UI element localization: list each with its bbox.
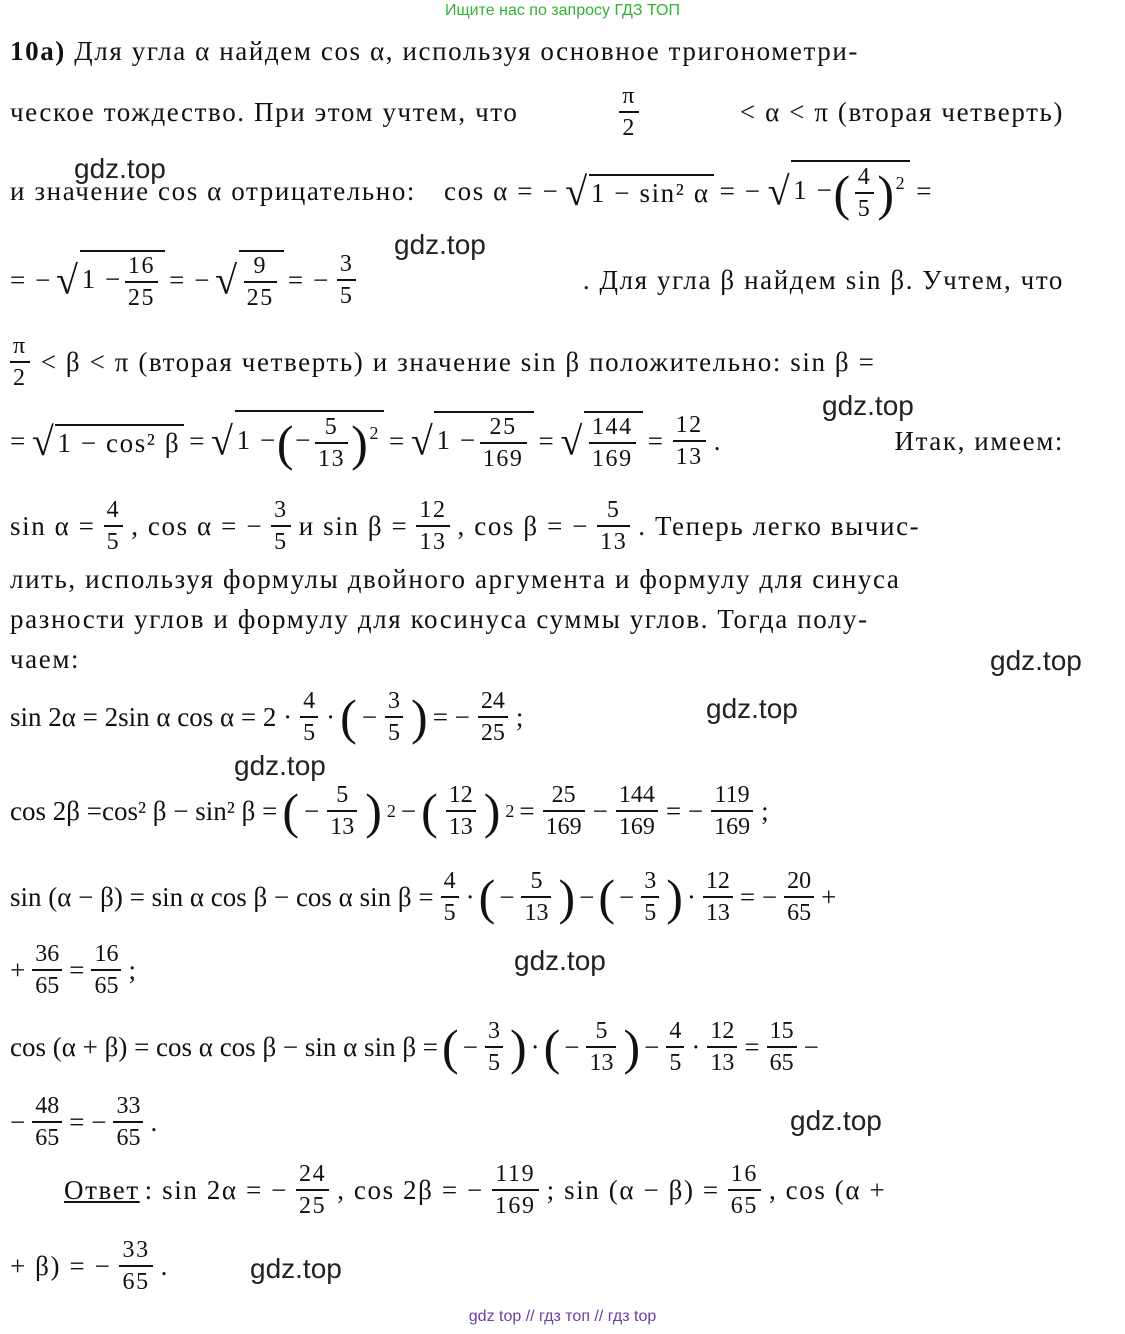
fraction: $\frac{15}{65}$ bbox=[767, 1019, 797, 1075]
fraction: $\frac{16}{65}$ bbox=[728, 1162, 761, 1218]
text-line bbox=[10, 644, 80, 675]
text-segment: − bbox=[644, 1031, 660, 1062]
text-segment: sin α = bbox=[10, 510, 96, 541]
text-segment: и sin β = bbox=[298, 510, 409, 541]
text-line bbox=[10, 564, 901, 595]
text-segment: , cos 2β = − bbox=[337, 1174, 484, 1205]
equation-cos-sum-cont bbox=[10, 1094, 157, 1150]
fraction: $\frac{12}{13}$ bbox=[416, 498, 449, 554]
watermark: gdz.top bbox=[790, 1105, 882, 1136]
fraction: $\frac{5}{13}$ bbox=[521, 869, 551, 925]
fraction: $\frac{24}{25}$ bbox=[478, 689, 508, 745]
sqrt: √ $\frac{9}{25}$ bbox=[215, 250, 284, 310]
answer-line bbox=[10, 1162, 1064, 1218]
footer-links[interactable]: gdz top // гдз топ // гдз top bbox=[468, 1308, 657, 1325]
text-segment: . Для угла β найдем sin β. Учтем, что bbox=[582, 264, 1064, 295]
text-segment: − bbox=[579, 881, 595, 912]
text-segment: . bbox=[160, 1250, 170, 1281]
equation-sin-diff: sin (α − β) = sin α cos β − cos α sin β = $\frac{4}{5}$ · ( − $\frac{5}{13}$ ) − ( − $\frac{3}{5}$ ) · $\frac{12}{13}$ = − $\frac{20}{65}$ + bbox=[10, 868, 837, 926]
text-segment: . bbox=[713, 425, 723, 456]
text-segment: = bbox=[519, 795, 535, 826]
fraction: $\frac{12}{13}$ bbox=[673, 413, 706, 469]
text-segment: < β < π (вторая четверть) и значение sin β положительно: sin β = bbox=[40, 346, 876, 377]
fraction: $\frac{33}{65}$ bbox=[113, 1094, 143, 1150]
text-segment: : sin 2α = − bbox=[144, 1174, 288, 1205]
text-segment: − bbox=[592, 795, 608, 826]
watermark: gdz.top bbox=[250, 1253, 342, 1284]
text-segment: · bbox=[465, 881, 475, 912]
text-segment: sin 2α = 2sin α cos α = 2 · bbox=[10, 701, 293, 732]
text-segment: · bbox=[326, 701, 336, 732]
fraction: $\frac{\pi}{2}$ bbox=[10, 334, 30, 390]
fraction: $\frac{4}{5}$ bbox=[441, 869, 459, 925]
text-segment: Итак, имеем: bbox=[894, 425, 1064, 456]
text-segment: − bbox=[803, 1031, 819, 1062]
fraction: $\frac{4}{5}$ bbox=[300, 689, 318, 745]
text-segment: , cos (α + bbox=[768, 1174, 887, 1205]
text-segment: < α < π (вторая четверть) bbox=[739, 96, 1064, 127]
text-segment: = bbox=[538, 425, 556, 456]
watermark: gdz.top bbox=[394, 229, 486, 260]
watermark: gdz.top bbox=[706, 693, 798, 724]
text-segment: = − bbox=[739, 881, 778, 912]
fraction: $\frac{3}{5}$ bbox=[385, 689, 403, 745]
text-segment: + bbox=[10, 954, 26, 985]
text-segment: = bbox=[744, 1031, 760, 1062]
sqrt: √1 − $\frac{16}{25}$ bbox=[56, 250, 165, 310]
fraction: $\frac{24}{25}$ bbox=[296, 1162, 329, 1218]
fraction: $\frac{12}{13}$ bbox=[446, 783, 476, 839]
text-segment: · bbox=[686, 881, 696, 912]
fraction: $\frac{48}{65}$ bbox=[32, 1094, 62, 1150]
text-segment: чаем: bbox=[10, 644, 81, 674]
text-segment: разности углов и формулу для косинуса суммы углов. Тогда полу- bbox=[10, 604, 869, 634]
text-segment: лить, используя формулы двойного аргумента и формулу для синуса bbox=[10, 564, 901, 594]
equation-cos2b: cos 2β =cos² β − sin² β = ( − $\frac{5}{13}$ ) 2 − ( $\frac{12}{13}$ ) 2 = $\frac{25}{169}$ − $\frac{144}{169}$ = − $\frac{119}{169}$ ; bbox=[10, 782, 769, 840]
text-segment: = bbox=[189, 425, 207, 456]
text-segment: . Теперь легко вычис- bbox=[638, 510, 921, 541]
text-segment: Для угла α найдем cos α, используя основное тригонометри- bbox=[74, 36, 859, 66]
fraction: $\frac{16}{65}$ bbox=[91, 942, 121, 998]
text-segment: = − bbox=[432, 701, 470, 732]
sqrt: √ $\frac{144}{169}$ bbox=[560, 411, 642, 471]
fraction: $\frac{3}{5}$ bbox=[271, 498, 291, 554]
text-segment: sin (α − β) = sin α cos β − cos α sin β = bbox=[10, 881, 434, 912]
text-line bbox=[10, 410, 1064, 472]
fraction: $\frac{12}{13}$ bbox=[703, 869, 733, 925]
top-banner: Ищите нас по запросу ГДЗ ТОП bbox=[445, 2, 680, 19]
fraction: $\frac{5}{13}$ bbox=[597, 498, 630, 554]
fraction: $\frac{5}{13}$ bbox=[586, 1019, 616, 1075]
text-segment: = bbox=[389, 425, 406, 456]
fraction: $\frac{4}{5}$ bbox=[104, 498, 124, 554]
sqrt: √1 − $\frac{25}{169}$ bbox=[411, 411, 534, 471]
fraction: $\frac{119}{169}$ bbox=[711, 783, 753, 839]
fraction: $\frac{4}{5}$ bbox=[666, 1019, 684, 1075]
text-segment: = bbox=[10, 425, 27, 456]
text-line bbox=[10, 604, 869, 635]
fraction: $\frac{3}{5}$ bbox=[337, 252, 357, 308]
fraction: $\frac{119}{169}$ bbox=[492, 1162, 539, 1218]
fraction: $\frac{3}{5}$ bbox=[641, 869, 659, 925]
fraction: $\frac{12}{13}$ bbox=[707, 1019, 737, 1075]
fraction: $\frac{33}{65}$ bbox=[119, 1238, 152, 1294]
text-segment: = − bbox=[719, 175, 762, 206]
text-segment: cos (α + β) = cos α cos β − sin α sin β = bbox=[10, 1031, 439, 1062]
text-segment: · bbox=[530, 1031, 540, 1062]
fraction: $\frac{5}{13}$ bbox=[327, 783, 357, 839]
text-segment: ; bbox=[128, 954, 136, 985]
text-segment: − bbox=[400, 795, 417, 826]
fraction: $\frac{3}{5}$ bbox=[485, 1019, 503, 1075]
text-segment: ; bbox=[761, 795, 769, 826]
text-line bbox=[10, 84, 1064, 140]
text-segment: . bbox=[150, 1106, 158, 1137]
text-segment: , cos α = − bbox=[131, 510, 264, 541]
sqrt: √1 −(− $\frac{5}{13}$ )$^2$ bbox=[211, 410, 384, 472]
text-segment: , cos β = − bbox=[457, 510, 590, 541]
fraction: $\frac{25}{169}$ bbox=[543, 783, 585, 839]
text-segment: + β) = − bbox=[10, 1250, 112, 1281]
text-segment: и значение cos α отрицательно: bbox=[10, 175, 417, 206]
text-segment: ; bbox=[515, 701, 524, 732]
text-line bbox=[10, 498, 1064, 554]
text-line bbox=[10, 250, 1064, 310]
text-line: и значение cos α отрицательно: cos α = − √1 − sin² α = − √1 −( $\frac{4}{5}$ )$^2$ = bbox=[10, 160, 1064, 222]
text-segment: = − bbox=[665, 795, 704, 826]
watermark: gdz.top bbox=[990, 645, 1082, 676]
problem-label: 10а) bbox=[10, 36, 66, 66]
text-segment: = bbox=[647, 425, 665, 456]
sqrt: √1 −( $\frac{4}{5}$ )$^2$ bbox=[768, 160, 911, 222]
fraction: $\frac{144}{169}$ bbox=[616, 783, 658, 839]
text-line bbox=[10, 36, 1064, 67]
fraction: $\frac{\pi}{2}$ bbox=[619, 84, 639, 140]
text-segment: ; sin (α − β) = bbox=[546, 1174, 720, 1205]
text-segment: cos 2β =cos² β − sin² β = bbox=[10, 795, 278, 826]
fraction: $\frac{36}{65}$ bbox=[32, 942, 62, 998]
text-segment: = − bbox=[287, 264, 330, 295]
answer-label: Ответ bbox=[64, 1174, 140, 1205]
watermark: gdz.top bbox=[514, 945, 606, 976]
text-segment: + bbox=[821, 881, 837, 912]
watermark: gdz.top bbox=[822, 390, 914, 421]
text-segment: · bbox=[691, 1031, 701, 1062]
fraction: $\frac{20}{65}$ bbox=[784, 869, 814, 925]
sqrt: √1 − sin² α bbox=[565, 168, 713, 215]
sqrt: √1 − cos² β bbox=[32, 418, 184, 465]
watermark: gdz.top bbox=[234, 750, 326, 781]
text-segment: = − bbox=[10, 264, 53, 295]
text-segment: ческое тождество. При этом учтем, что bbox=[10, 96, 519, 127]
text-segment: − bbox=[10, 1106, 26, 1137]
text-segment: = bbox=[69, 954, 85, 985]
text-segment: cos α = − bbox=[444, 175, 560, 206]
text-line bbox=[10, 334, 1064, 390]
watermark: gdz.top bbox=[74, 153, 166, 184]
text-segment: = − bbox=[69, 1106, 107, 1137]
equation-sin-diff-cont bbox=[10, 942, 136, 998]
answer-line-cont bbox=[10, 1238, 169, 1294]
equation-cos-sum: cos (α + β) = cos α cos β − sin α sin β = ( − $\frac{3}{5}$ ) · ( − $\frac{5}{13}$ ) − $\frac{4}{5}$ · $\frac{12}{13}$ = $\frac{15}{65}$ − bbox=[10, 1018, 819, 1076]
text-segment: = − bbox=[169, 264, 212, 295]
equation-sin2a: sin 2α = 2sin α cos α = 2 · $\frac{4}{5}$ · ( − $\frac{3}{5}$ ) = − $\frac{24}{25}$ ; bbox=[10, 688, 524, 746]
